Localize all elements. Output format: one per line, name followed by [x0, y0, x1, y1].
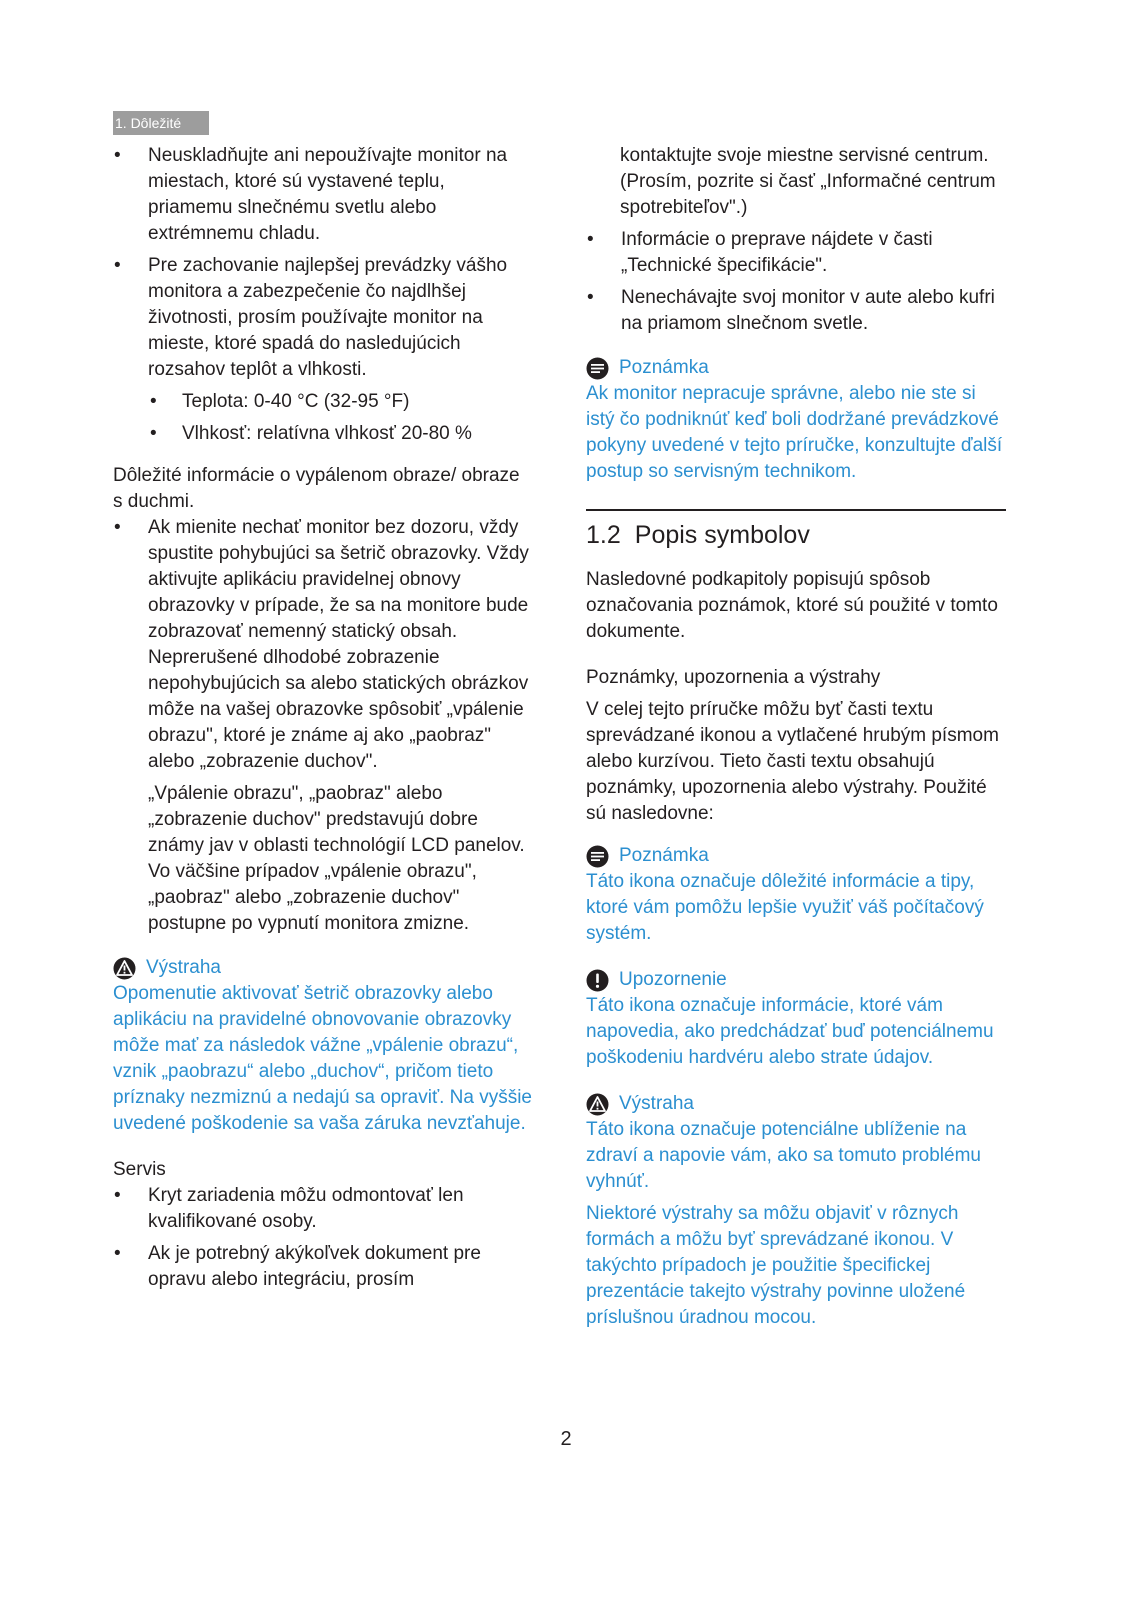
list-item: [113, 253, 533, 447]
list-item: • Ak je potrebný akýkoľvek dokument pre opravu alebo integráciu, prosím: [113, 1241, 533, 1293]
warning-heading: [113, 955, 533, 981]
notes-heading: Poznámky, upozornenia a výstrahy: [586, 667, 881, 688]
section-number: 1.2: [586, 521, 621, 549]
warning-triangle-icon: [586, 1093, 609, 1116]
list-item: • Kryt zariadenia môžu odmontovať len kvalifikované osoby.: [113, 1183, 533, 1235]
exclamation-icon: [586, 969, 609, 992]
list-item: • Informácie o preprave nájdete v časti „Technické špecifikácie".: [586, 227, 1006, 279]
note-title: Poznámka: [619, 357, 709, 378]
burn-in-heading: Dôležité informácie o vypálenom obraze/ obraze s duchmi.: [113, 465, 520, 512]
warning-heading: [586, 1091, 1006, 1117]
caution-title: Upozornenie: [619, 969, 727, 990]
warning-title: Výstraha: [146, 957, 221, 978]
section-title: Popis symbolov: [634, 521, 810, 549]
note-text: Táto ikona označuje dôležité informácie a tipy, ktoré vám pomôžu lepšie využiť váš počítačový systém.: [586, 871, 984, 944]
list-item-text: Ak mienite nechať monitor bez dozoru, vždy spustite pohybujúci sa šetrič obrazovky. Vždy aktivujte aplikáciu pravidelnej obnovy obrazovky v prípade, že sa na monitore bude zobrazovať nemenný statický obsah. Neprerušené dlhodobé zobrazenie nepohybujúcich sa alebo statických obrázkov môže na vašej obrazovke spôsobiť „vpálenie obrazu", ktoré je známe aj ako „paobraz" alebo „zobrazenie duchov".: [148, 517, 529, 772]
warning-title: Výstraha: [619, 1093, 694, 1114]
section-heading: [586, 509, 1006, 551]
list-item: • Nenechávajte svoj monitor v aute alebo kufri na priamom slnečnom svetle.: [586, 285, 1006, 337]
storage-bullet-list: [113, 143, 533, 447]
note-text: Ak monitor nepracuje správne, alebo nie ste si istý čo podniknúť keď boli dodržané prevádzkové pokyny uvedené v tejto príručke, konzultujte ďalší postup so servisným technikom.: [586, 383, 1003, 482]
list-item-text: Pre zachovanie najlepšej prevádzky vášho monitora a zabezpečenie čo najdlhšej životnosti, prosím používajte monitor na mieste, ktoré spadá do nasledujúcich rozsahov teplôt a vlhkosti.: [148, 255, 508, 380]
notes-text: V celej tejto príručke môžu byť časti textu sprevádzané ikonou a vytlačené hrubým písmom alebo kurzívou. Tieto časti textu obsahujú poznámky, upozornenia alebo výstrahy. Použité sú nasledovne:: [586, 699, 999, 824]
transport-bullet-list: [586, 227, 1006, 337]
warning-text: Opomenutie aktivovať šetrič obrazovky alebo aplikáciu na pravidelné obnovovanie obrazovky môže mať za následok vážne „vpálenie obrazu“, vznik „paobrazu“ alebo „duchov“, pričom tieto príznaky nezmiznú a nedajú sa opraviť. Na vyššie uvedené poškodenie sa vaša záruka nevzťahuje.: [113, 983, 532, 1134]
page-number: 2: [560, 1428, 572, 1450]
service-heading: Servis: [113, 1159, 166, 1180]
list-item: • Vlhkosť: relatívna vlhkosť 20-80 %: [148, 421, 533, 447]
note-title: Poznámka: [619, 845, 709, 866]
list-item: • Teplota: 0-40 °C (32-95 °F): [148, 389, 533, 415]
section-intro: Nasledovné podkapitoly popisujú spôsob označovania poznámok, ktoré sú použité v tomto dokumente.: [586, 569, 998, 642]
chapter-tag: 1. Dôležité: [113, 111, 209, 135]
list-item: • Neuskladňujte ani nepoužívajte monitor na miestach, ktoré sú vystavené teplu, priamemu slnečnému svetlu alebo extrémnemu chladu.: [113, 143, 533, 247]
note-icon: [586, 845, 609, 868]
continuation-text: kontaktujte svoje miestne servisné centrum. (Prosím, pozrite si časť „Informačné centrum spotrebiteľov".): [620, 145, 996, 218]
warning-triangle-icon: [113, 957, 136, 980]
note-heading: [586, 355, 1006, 381]
burn-in-bullet-list: [113, 515, 533, 937]
list-item: [113, 515, 533, 937]
caution-heading: [586, 967, 1006, 993]
left-column: [113, 143, 533, 1299]
warning-text-extra: Niektoré výstrahy sa môžu objaviť v rôznych formách a môžu byť sprevádzané ikonou. V takýchto prípadoch je použitie špecifickej prezentácie takejto výstrahy povinne uložené príslušnou úradnou mocou.: [586, 1203, 966, 1328]
burn-in-paragraph: „Vpálenie obrazu", „paobraz" alebo „zobrazenie duchov" predstavujú dobre známy jav v oblasti technológií LCD panelov. Vo väčšine prípadov „vpálenie obrazu", „paobraz" alebo „zobrazenie duchov" postupne po vypnutí monitora zmizne.: [148, 783, 525, 934]
environment-sub-list: [148, 389, 533, 447]
note-heading: [586, 843, 1006, 869]
service-bullet-list: [113, 1183, 533, 1293]
caution-text: Táto ikona označuje informácie, ktoré vám napovedia, ako predchádzať buď potenciálnemu poškodeniu hardvéru alebo strate údajov.: [586, 995, 994, 1068]
note-icon: [586, 357, 609, 380]
warning-text: Táto ikona označuje potenciálne ublíženie na zdraví a napovie vám, ako sa tomuto problému vyhnúť.: [586, 1119, 981, 1192]
right-column: [586, 143, 1006, 1331]
